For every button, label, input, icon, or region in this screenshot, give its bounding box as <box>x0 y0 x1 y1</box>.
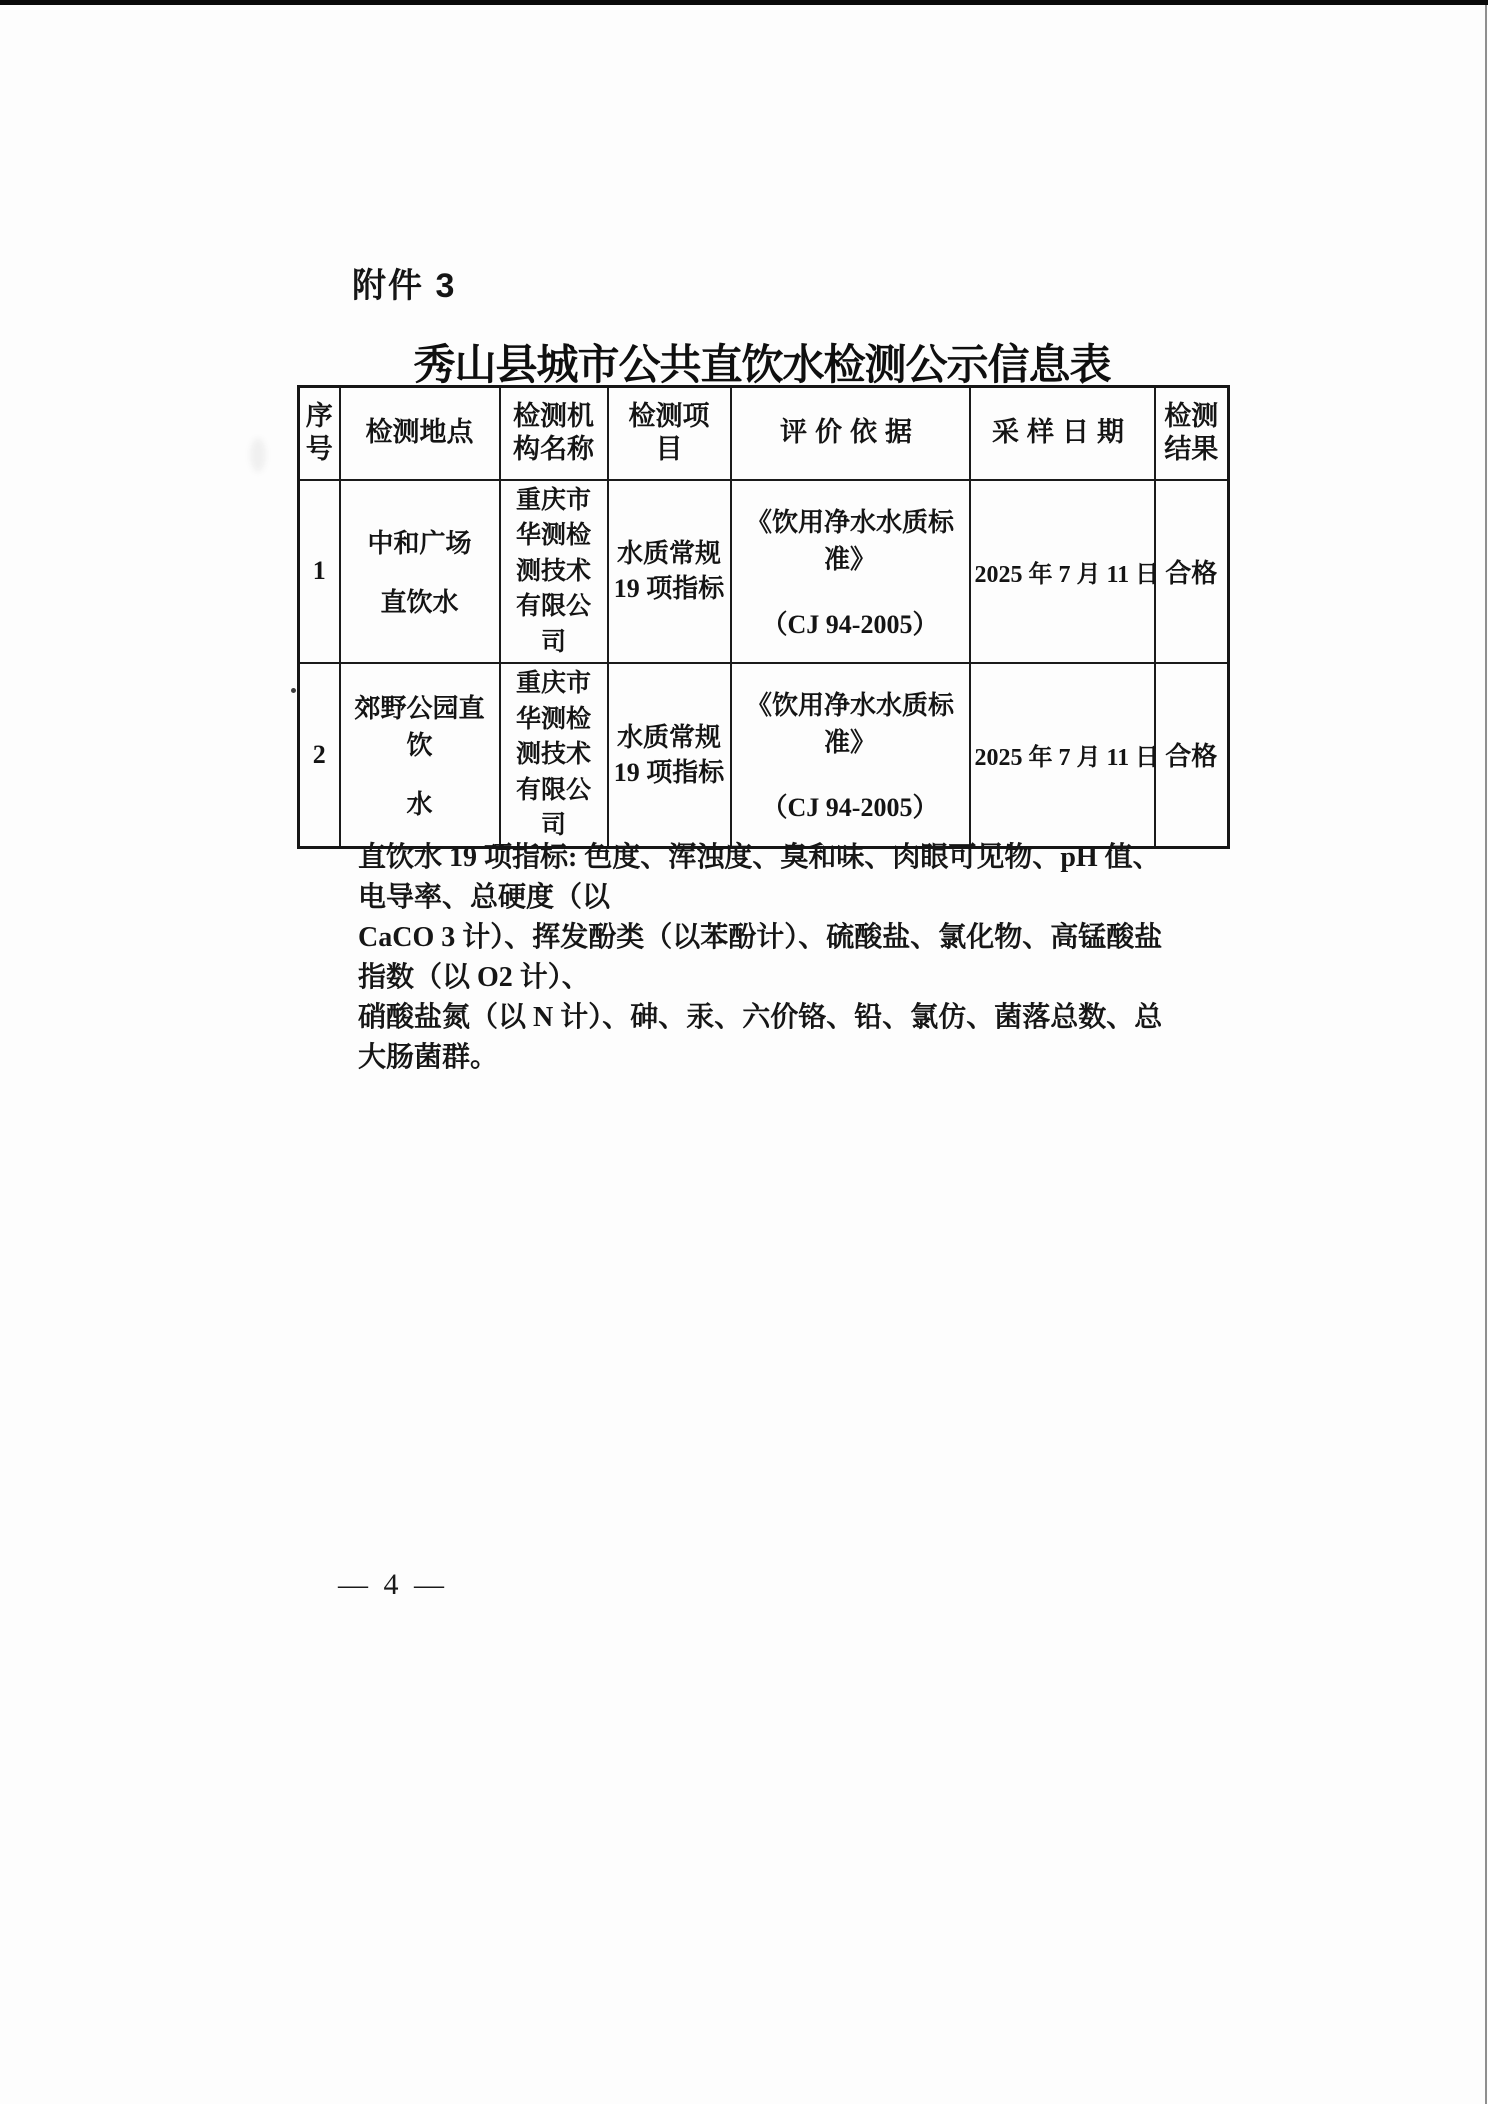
basis-code: （CJ 94-2005） <box>761 609 939 639</box>
location-line2: 直饮水 <box>380 588 459 618</box>
basis-standard: 《饮用净水水质标准》 <box>745 691 954 758</box>
cell-sampling-date: 2025 年 7 月 11 日 <box>970 663 1155 847</box>
header-agency-label: 检测机构名称 <box>512 400 594 465</box>
items-line1: 水质常规 <box>616 539 721 569</box>
footnote-line2: CaCO 3 计）、挥发酚类（以苯酚计）、硫酸盐、氯化物、高锰酸盐指数（以 O2 计）、 <box>358 922 1163 993</box>
agency-name: 重庆市华测检测技术有限公司 <box>515 670 591 839</box>
footnote-line1: 直饮水 19 项指标: 色度、浑浊度、臭和味、肉眼可见物、pH 值、电导率、总硬度（以 <box>358 842 1161 913</box>
basis-code: （CJ 94-2005） <box>761 793 939 823</box>
header-basis-label: 评价依据 <box>780 417 920 448</box>
cell-basis <box>731 480 970 664</box>
cell-result: 合格 <box>1155 663 1229 847</box>
header-result-label: 检测结果 <box>1164 400 1219 465</box>
scan-artifact-dot <box>291 688 296 693</box>
location-line2: 水 <box>406 790 433 820</box>
location-line1: 中和广场 <box>367 529 472 559</box>
header-date <box>970 387 1155 480</box>
cell-location <box>340 663 500 847</box>
agency-name: 重庆市华测检测技术有限公司 <box>515 486 591 656</box>
table-header-row <box>299 387 1229 480</box>
cell-sampling-date: 2025 年 7 月 11 日 <box>970 480 1155 664</box>
header-items-label: 检测项目 <box>628 400 710 465</box>
footnote-indicators <box>358 838 1176 1078</box>
document-title: 秀山县城市公共直饮水检测公示信息表 <box>413 341 1111 388</box>
items-line2: 19 项指标 <box>613 574 725 604</box>
cell-items <box>608 663 731 847</box>
cell-agency <box>500 663 608 847</box>
header-location-label: 检测地点 <box>365 417 474 448</box>
basis-standard: 《饮用净水水质标准》 <box>745 507 954 574</box>
cell-location <box>340 480 500 664</box>
table-row <box>299 480 1229 664</box>
cell-index: 1 <box>299 480 340 664</box>
cell-result: 合格 <box>1155 480 1229 664</box>
scan-artifact-smudge <box>250 438 266 472</box>
header-location <box>340 387 500 480</box>
cell-items <box>608 480 731 664</box>
header-index-label: 序号 <box>305 400 333 465</box>
header-agency <box>500 387 608 480</box>
attachment-label: 附件 3 <box>352 267 457 305</box>
cell-basis <box>731 663 970 847</box>
header-index <box>299 387 340 480</box>
header-date-label: 采样日期 <box>992 417 1132 448</box>
scan-artifact-top-bar <box>0 0 1488 5</box>
table-row <box>299 663 1229 847</box>
cell-index: 2 <box>299 663 340 847</box>
header-items <box>608 387 731 480</box>
items-line1: 水质常规 <box>616 722 721 752</box>
header-basis <box>731 387 970 480</box>
header-result <box>1155 387 1229 480</box>
page-number: — 4 — <box>338 1568 448 1601</box>
cell-agency <box>500 480 608 664</box>
items-line2: 19 项指标 <box>613 757 725 787</box>
footnote-line3: 硝酸盐氮（以 N 计）、砷、汞、六价铬、铅、氯仿、菌落总数、总大肠菌群。 <box>358 1002 1163 1073</box>
location-line1: 郊野公园直饮 <box>354 694 485 761</box>
scan-artifact-right-line <box>1485 5 1487 2104</box>
water-test-table <box>297 385 1230 849</box>
